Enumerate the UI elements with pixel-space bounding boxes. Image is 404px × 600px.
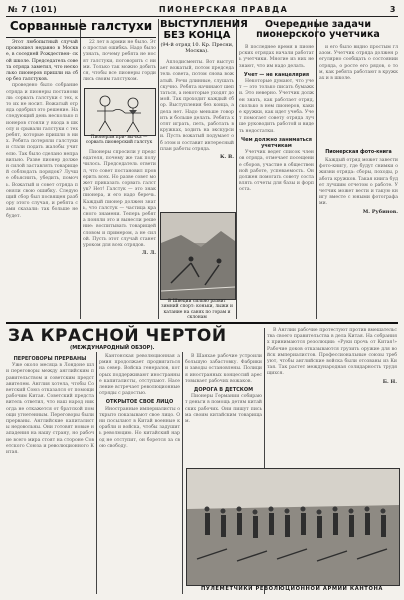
masthead-rule (6, 16, 398, 17)
article-text: Пионеры спросили у председателя, почему же так получилось. Председатель ответил, что совет постановил проверить всех. Но разве совет может приказать сорвать галстук? Нет! Галстук — это знак пионера, и его надо беречь. Каждый пионер должен знать, что галстук — частица красного знамени. Теперь ребята поняли это и вынесли решение: воспитывать товарищей словом и примером, а не силой. Пусть этот случай станет уроком для всех отрядов. (83, 150, 156, 249)
vystuplenia-title: ВЫСТУПЛЕНИЯ БЕЗ КОНЦА (160, 19, 248, 41)
international-col3 (185, 354, 262, 464)
newspaper-title: ПИОНЕРСКАЯ ПРАВДА (158, 4, 289, 14)
international-signature: Б. Н. (382, 378, 397, 385)
column-divider (158, 19, 159, 319)
sweden-photo-caption: В Швеции сильно развит зимний спорт: коньки, лыжи и катание на санях по горам и склонам (161, 299, 233, 321)
international-title: ЗА КРАСНОЙ ЧЕРТОЙ (8, 326, 227, 346)
column-divider (80, 19, 81, 319)
galstuki-text-col2 (83, 40, 156, 86)
article-text: Аплодисменты. Вот выступает вожатый, потом председатель совета, потом снова вожатый. Речи длинные, слушать скучно. Ребята начинают шептаться, а некоторые уходят домой. Так проходит каждый сбор. Выступления без конца, а дела нет. Надо меньше говорить и больше делать. Ребята хотят играть, петь, работать в кружках, ходить на экскурсии. Пусть вожатый подумает об этом и составит интересный план работы отряда. (160, 60, 234, 152)
international-col1 (6, 354, 94, 592)
uchetchik-signature: М. Рубинов. (362, 208, 398, 215)
galstuki-title: Сорванные галстухи (9, 19, 153, 33)
uchetchik-kicker: Учет — не канцелярия (243, 71, 310, 78)
uchetchik-title-block (239, 20, 397, 42)
uchetchik-text-col2 (319, 45, 398, 145)
uchetchik-title: Очередные задачи пионерского учетчика (256, 19, 380, 40)
international-col4 (267, 328, 397, 478)
page-number: 3 (389, 4, 396, 14)
cartoon-image (84, 88, 156, 136)
vystuplenia-text (160, 60, 234, 210)
photo-image (161, 213, 235, 299)
photo-book-title: Пионерская фото-книга (325, 150, 392, 155)
section-divider (6, 322, 398, 324)
uchetchik-text-col1 (239, 45, 314, 317)
galstuki-title-block (6, 20, 156, 36)
vystuplenia-signature: К. В. (220, 154, 234, 161)
open-face-head: ОТКРЫТОЕ СВОЕ ЛИЦО (105, 399, 174, 406)
canton-photo-caption: ПУЛЕМЕТЧИКИ РЕВОЛЮЦИОННОЙ АРМИИ КАНТОНА (200, 586, 384, 592)
photo-image (187, 469, 399, 585)
article-text: В последнее время в пионерских отрядах начали работать учетчики. Многие из них не знают, что им надо делать. (239, 45, 314, 69)
chem-zanyat-title: Чем должно заниматься учетчикам (241, 136, 312, 150)
article-text: Пионеры Германии собирают деньги в помощь детям китайских рабочих. Они пишут письма своим китайским товарищам. (185, 394, 262, 425)
article-text: Учетчик ведет список членов отряда, отмечает посещение сборов, участие в общественной работе, успеваемость. Он должен помогать совету составлять отчеты для базы и форпоста. (239, 150, 314, 193)
article-text: В Шанхае рабочие устроили большую забастовку. Фабрики и заводы остановлены. Полиция иностранных концессий арестовывает рабочих вожаков. (185, 354, 262, 384)
cartoon-caption: Пионерам при- вычка — сорвать пионерский галстук (85, 135, 153, 146)
vystuplenia-title-block (160, 19, 248, 58)
galstuki-text-col2b (83, 150, 156, 315)
international-subtitle: (МЕЖДУНАРОДНЫЙ ОБЗОР). (70, 345, 155, 351)
issue-number: № 7 (101) (8, 4, 58, 14)
uchetchik-text-col2b (319, 158, 398, 313)
galstuki-signature: Л. Л. (141, 250, 156, 257)
article-text: и его было видно простым глазом. Учетчик отряда должен регулярно сообщать о состоянии отряда, о росте его рядов, о том, как ребята работают в кружках и в школе. (319, 45, 398, 82)
article-text: Уже около месяца в Лондоне шли переговоры между английским правительством и советским представителем. Англия хотела, чтобы Советский Союз отказался от помощи рабочим Китая. Советский представитель ответил, что наш народ никогда не откажется от братской помощи угнетенным. Переговоры были прерваны. Английские капиталисты недовольны. Они готовят новые нападения на нашу страну, но рабочие всего мира стоят на стороне Советского Союза и революционного Китая. (6, 363, 94, 456)
road-head: ДОРОГА В ДЕТСКОМ (193, 387, 254, 394)
section-rule (6, 37, 156, 38)
international-col2 (99, 354, 180, 592)
masthead (8, 3, 396, 15)
column-divider (182, 352, 183, 594)
article-text: 22 лет в армии не было. Это простая ошибка. Надо было узнать, почему ребята не носят галстуки, поговорить с ними. Только так можно добиться, чтобы все пионеры гордились своим галстуком. (83, 40, 156, 83)
article-text: Каждый отряд может завести фото-книгу, где будут снимки о жизни отряда: сборы, походы, работа кружков. Такая книга будет лучшим отчетом о работе. Учетчик может вести и такую книгу вместе с юными фотографами. (319, 158, 398, 207)
sweden-sport-photo (160, 212, 236, 300)
cartoon-drawing (85, 89, 155, 135)
galstuki-text-col1 (6, 40, 78, 320)
vystuplenia-subtitle: (94-й отряд 10. Кр. Пресни, Москва). (160, 42, 234, 54)
article-text: В Англии рабочие протестуют против вмешательства своего правительства в дела Китая. На собраниях принимаются резолюции: «Руки прочь от Китая!» Рабочие доков отказываются грузить оружие для войск империалистов. Профессиональные союзы требуют, чтобы английские войска были отозваны из Китая. Так растет международная солидарность трудящихся. (267, 328, 397, 377)
article-text: Кантонская революционная армия продолжает продвигаться на север. Войска генералов, которых поддерживают иностранные капиталисты, отступают. Население встречает революционные отряды с радостью. (99, 354, 181, 397)
article-text: Иностранные империалисты открыто показывают свое лицо. Они посылают в Китай военные корабли и войска, чтобы задушить революцию. Но китайский народ не отступит, он борется за свою свободу. (99, 406, 180, 449)
canton-army-photo (186, 468, 400, 586)
article-text: Некоторые думают, что учет — это только писать бумажки. Это неверно. Учетчик должен знать, как работает отряд, сколько в нем пионеров, какие кружки, как идет учеба. Учет помогает совету отряда лучше руководить работой и видеть недостатки. (239, 79, 314, 134)
column-divider (236, 19, 237, 319)
article-text: проведено было собрание отряда и пионеры постановили: сорвать галстуки с тех, кто их не носит. Вожатый отряда одобрил это решение. На следующий день несколько пионеров стояли у входа в школу и срывали галстуки с тех ребят, которые пришли в них. Ребята потеряли галстуки и стали подать жалобы учителю. Так было сделано неправильно. Разве пионер должен силой заставлять товарищей соблюдать порядок? Лучше объяснить, убедить, помочь. Вожатый и совет отряда поняли свою ошибку. Следующий сбор был посвящен разбору этого случая, и ребята сами сказали: так больше не будет. (6, 83, 78, 219)
column-divider (96, 352, 97, 594)
galstuki-lead: Этот любопытный случай произошел недавно в Москве, в соседней Рождествен- ской школе. Председатель совета отряда заметил, что несколько пионеров пришли на сбор без галстуков. (6, 40, 78, 83)
negotiations-head: ПЕРЕГОВОРЫ ПРЕРВАНЫ (13, 356, 87, 362)
column-divider (316, 19, 317, 319)
